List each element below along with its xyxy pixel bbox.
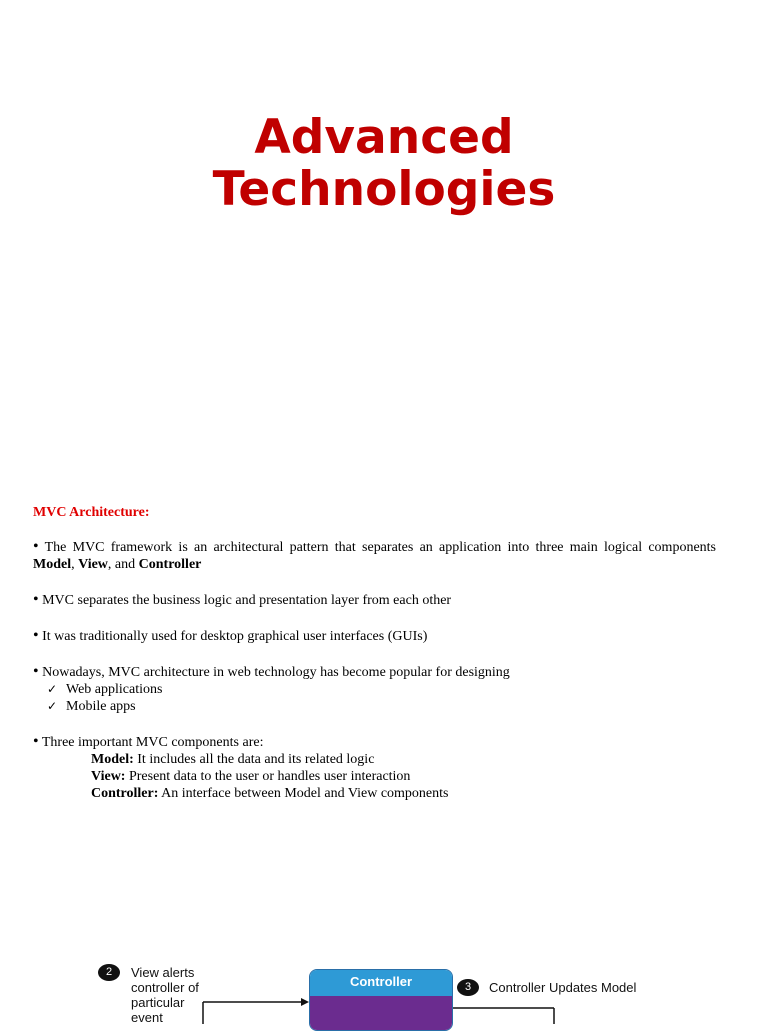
mvc-section [33, 504, 716, 820]
component-controller [91, 785, 716, 802]
para2-text: MVC separates the business logic and presentation layer from each other [42, 593, 452, 608]
bullet-icon: • [33, 591, 39, 608]
section-heading: MVC Architecture: [33, 505, 150, 520]
step-2-line: controller of [131, 980, 199, 995]
component-name: Model: [91, 752, 134, 767]
component-model [91, 751, 716, 768]
bullet-icon: • [33, 733, 39, 750]
bullet-icon: • [33, 538, 39, 555]
bullet-paragraph-3 [33, 627, 716, 645]
controller-body [310, 996, 452, 1031]
check-item [47, 698, 716, 715]
controller-term: Controller [138, 557, 202, 572]
step-2-line: particular [131, 995, 185, 1010]
title-line-2: Technologies [212, 162, 556, 217]
component-desc: Present data to the user or handles user interaction [125, 769, 411, 784]
mvc-diagram [0, 955, 768, 1024]
page-title [0, 112, 768, 216]
check-item [47, 681, 716, 698]
bullet-paragraph-2 [33, 591, 716, 609]
component-name: View: [91, 769, 126, 784]
check-item-label: Mobile apps [66, 699, 136, 714]
bullet-icon: • [33, 627, 39, 644]
check-item-label: Web applications [66, 682, 163, 697]
bullet-paragraph-5 [33, 733, 716, 802]
bullet-icon: • [33, 663, 39, 680]
para3-text: It was traditionally used for desktop graphical user interfaces (GUIs) [42, 629, 428, 644]
component-name: Controller: [91, 786, 159, 801]
para4-text: Nowadays, MVC architecture in web technology has become popular for designing [42, 665, 510, 680]
bullet-paragraph-4 [33, 663, 716, 715]
step-2-label [131, 965, 199, 1025]
component-desc: An interface between Model and View components [158, 786, 449, 801]
step-2-badge: 2 [98, 964, 120, 981]
step-3-badge: 3 [457, 979, 479, 996]
step-2-line: View alerts [131, 965, 195, 980]
bullet-paragraph-1 [33, 538, 716, 573]
checkmark-icon: ✓ [47, 699, 58, 713]
arrow-head-icon [301, 998, 309, 1006]
controller-label: Controller [310, 970, 452, 996]
step-3-label: Controller Updates Model [489, 980, 637, 995]
model-term: Model [33, 557, 72, 572]
component-desc: It includes all the data and its related logic [133, 752, 375, 767]
para1-text: The MVC framework is an architectural pattern that separates an application into three main logical components [38, 540, 716, 555]
para5-text: Three important MVC components are: [41, 735, 264, 750]
step-2-line: event [131, 1010, 163, 1025]
title-line-1: Advanced [254, 110, 514, 165]
para1-sep1: , [71, 557, 79, 572]
controller-box [309, 969, 453, 1031]
component-view [91, 768, 716, 785]
check-list [47, 681, 716, 715]
para1-sep2: , and [107, 557, 139, 572]
view-term: View [78, 557, 108, 572]
checkmark-icon: ✓ [47, 682, 58, 696]
